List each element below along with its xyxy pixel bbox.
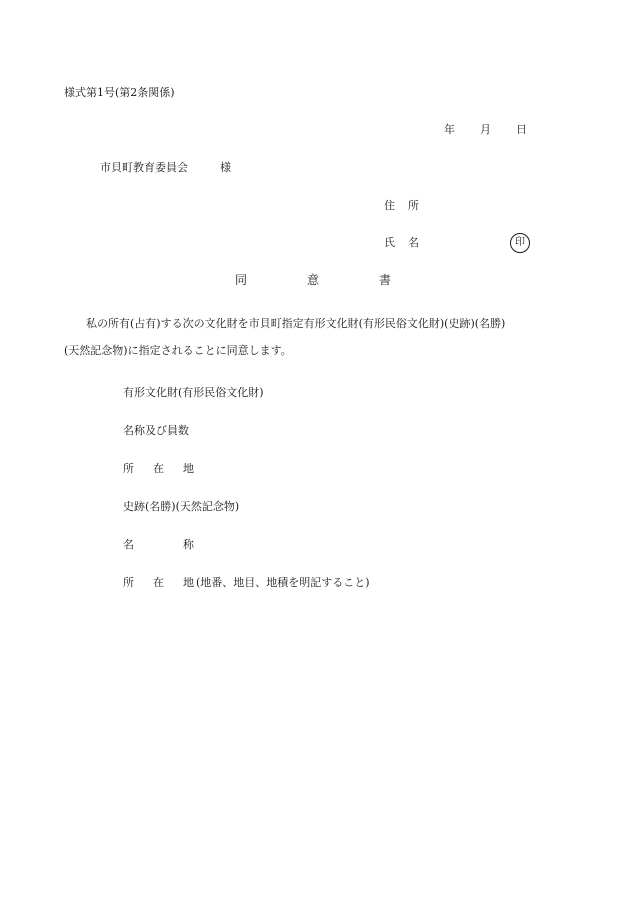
- name-label-1: 氏: [384, 236, 395, 249]
- name-2-b: 称: [183, 538, 194, 551]
- name-label-2: 名: [408, 236, 419, 249]
- date-day: 日: [516, 123, 527, 136]
- name-and-count: 名称及び員数: [123, 424, 189, 437]
- tangible-heading: 有形文化財(有形民俗文化財): [123, 386, 264, 399]
- title-char-3: 書: [379, 273, 392, 287]
- seal-mark: 印: [510, 233, 530, 253]
- location-1-c: 地: [183, 462, 194, 475]
- title-char-1: 同: [235, 273, 248, 287]
- date-year: 年: [444, 123, 455, 136]
- location-2-note: (地番、地目、地積を明記すること): [196, 576, 370, 589]
- location-2-a: 所: [123, 576, 134, 589]
- location-2-b: 在: [153, 576, 164, 589]
- historic-heading: 史跡(名勝)(天然記念物): [123, 500, 240, 513]
- location-1-a: 所: [123, 462, 134, 475]
- name-2-a: 名: [123, 538, 134, 551]
- location-2-c: 地: [183, 576, 194, 589]
- addressee: 市貝町教育委員会: [100, 161, 188, 174]
- body-line-1: 私の所有(占有)する次の文化財を市貝町指定有形文化財(有形民俗文化財)(史跡)(名勝): [86, 317, 506, 330]
- date-month: 月: [480, 123, 491, 136]
- honorific: 様: [220, 161, 231, 174]
- title-char-2: 意: [307, 273, 320, 287]
- body-line-2: (天然記念物)に指定されることに同意します。: [64, 344, 292, 357]
- form-number: 様式第1号(第2条関係): [64, 86, 175, 99]
- address-label-2: 所: [408, 199, 419, 212]
- location-1-b: 在: [153, 462, 164, 475]
- address-label-1: 住: [384, 199, 395, 212]
